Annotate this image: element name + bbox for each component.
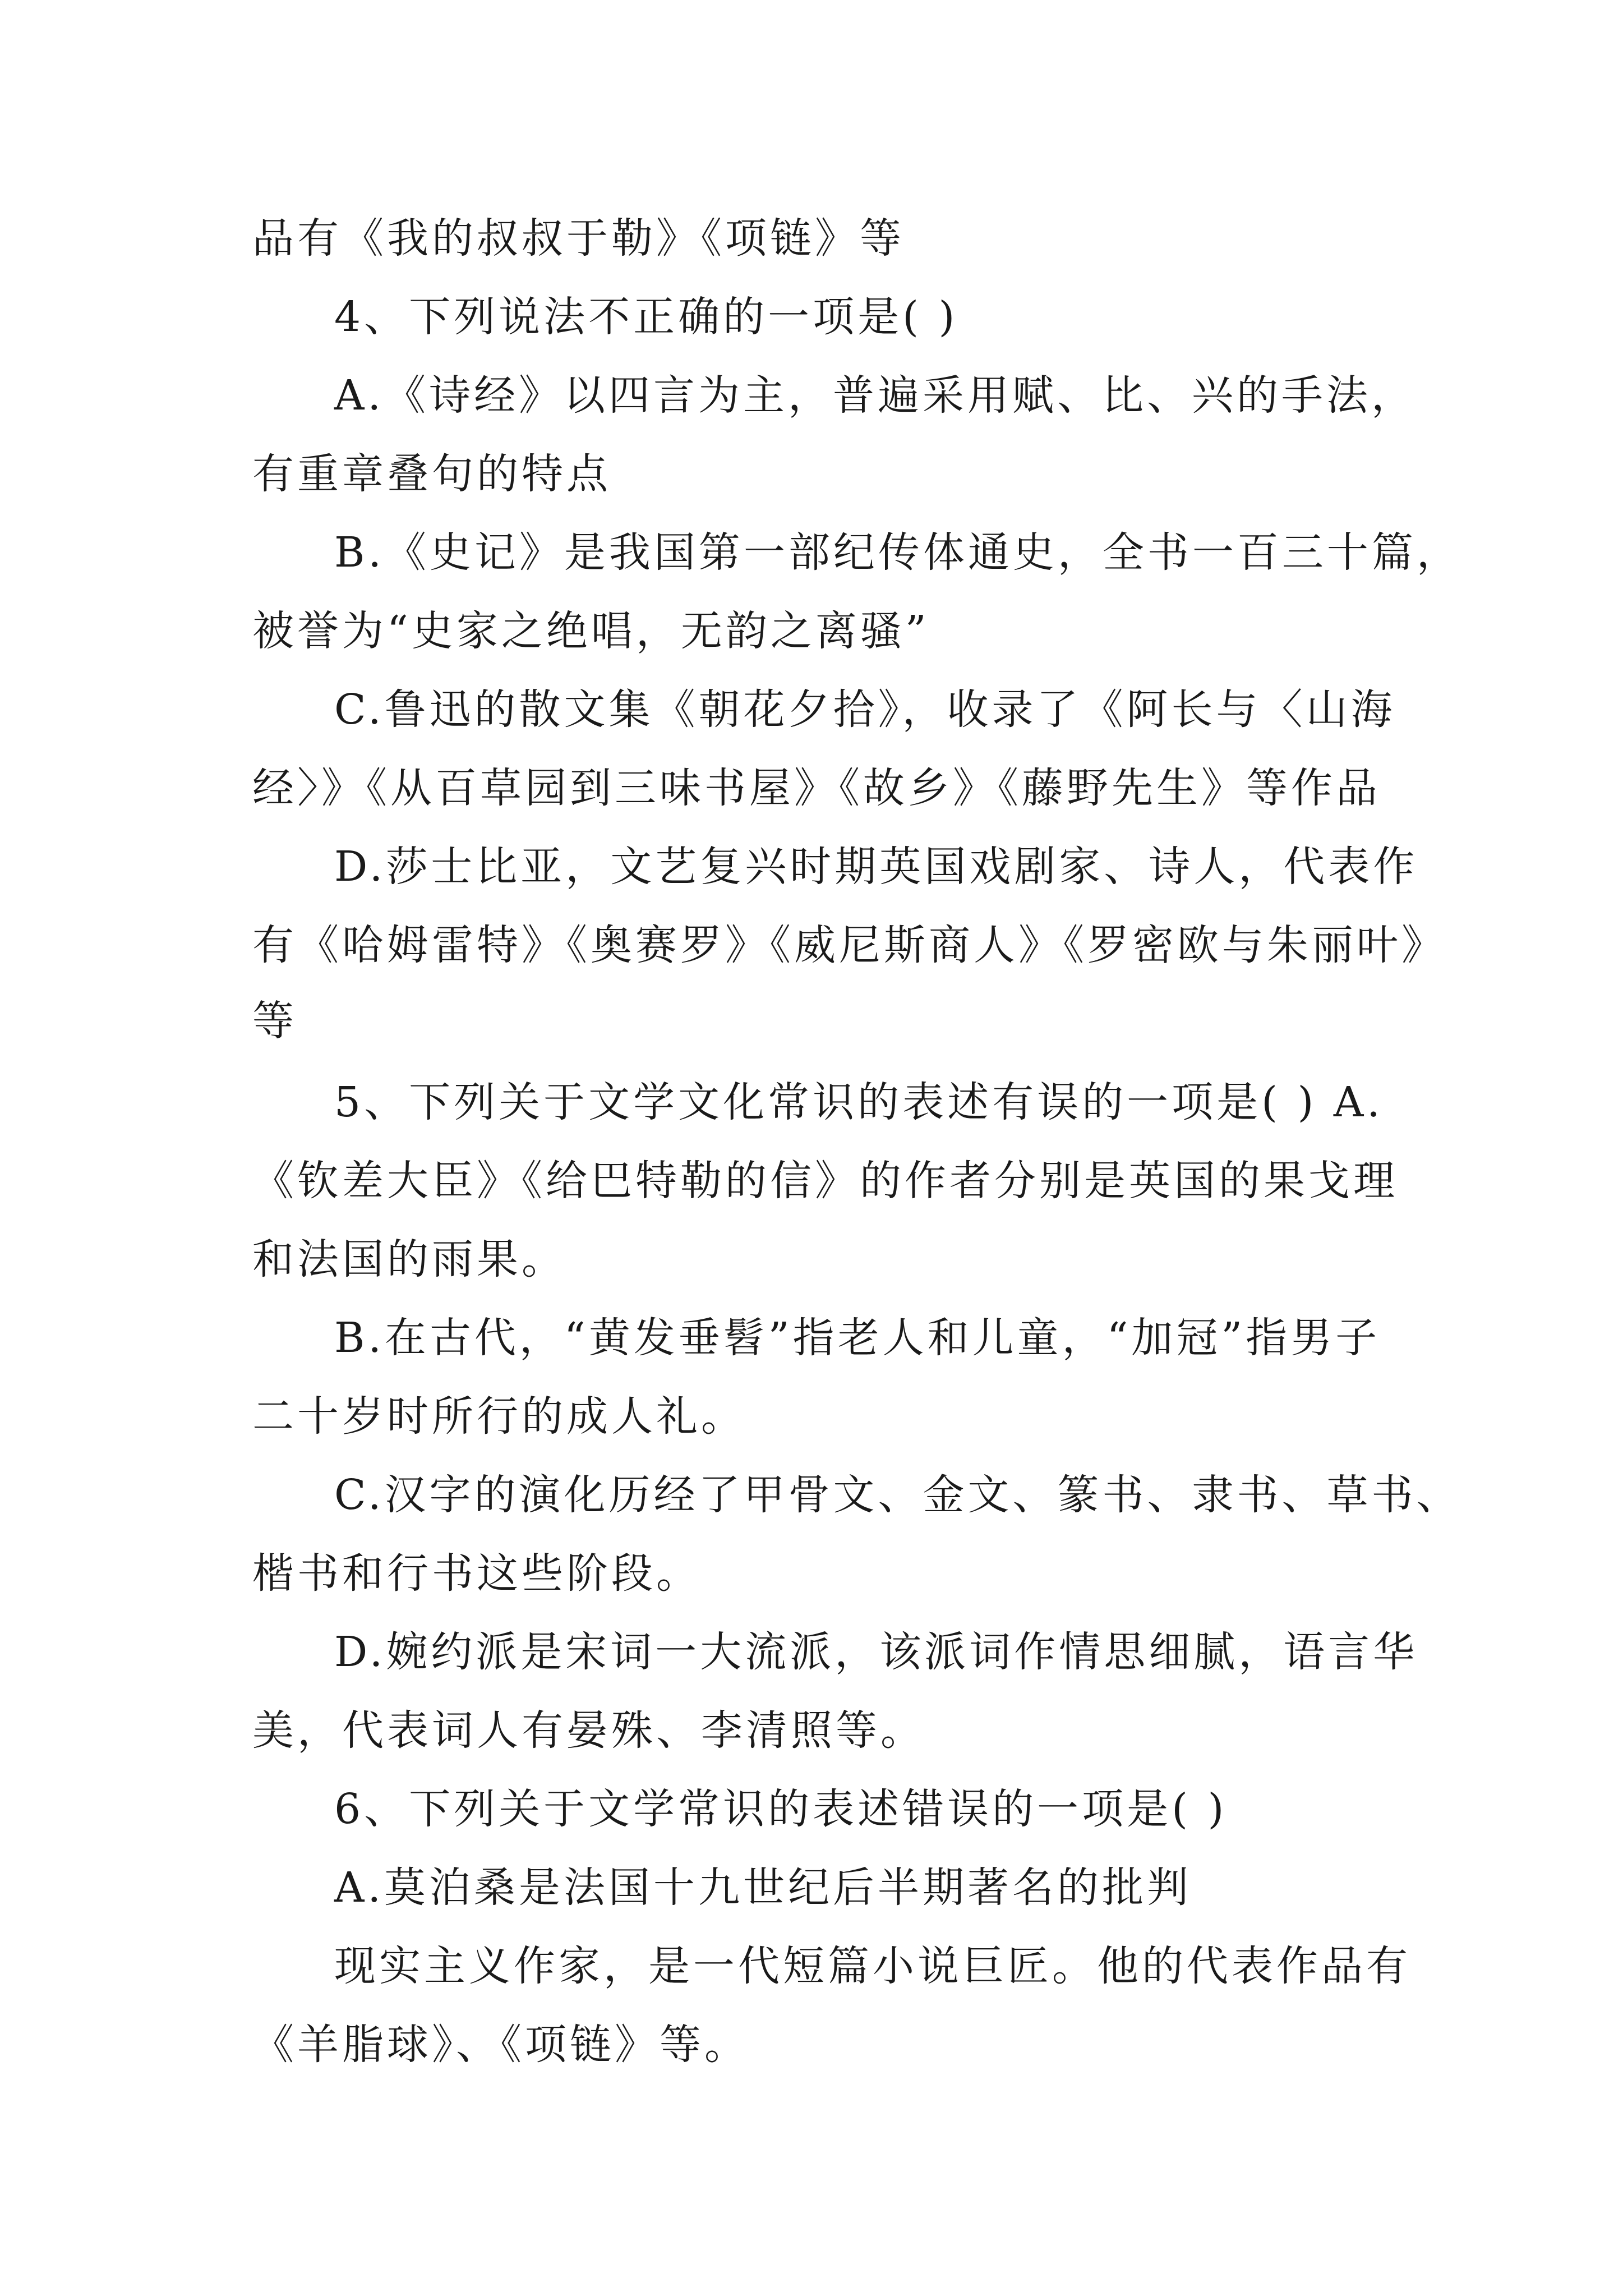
question-5-option-d: D.婉约派是宋词一大流派，该派词作情思细腻，语言华	[334, 1628, 1418, 1676]
question-5-option-b: B.在古代，“黄发垂髫”指老人和儿童，“加冠”指男子	[334, 1314, 1381, 1362]
text-line: 《羊脂球》、《项链》等。	[252, 2021, 749, 2069]
text-line: 经〉》《从百草园到三味书屋》《故乡》《藤野先生》等作品	[252, 764, 1381, 812]
text-line: 二十岁时所行的成人礼。	[252, 1392, 746, 1441]
text-line: 美，代表词人有晏殊、李清照等。	[252, 1706, 925, 1755]
question-4-stem: 4、下列说法不正确的一项是( )	[334, 293, 958, 341]
question-6-option-a: A.莫泊桑是法国十九世纪后半期著名的批判	[334, 1864, 1192, 1912]
text-line: 《钦差大臣》《给巴特勒的信》的作者分别是英国的果戈理	[252, 1157, 1398, 1205]
text-line: 楷书和行书这些阶段。	[252, 1549, 701, 1598]
text-line: 和法国的雨果。	[252, 1235, 566, 1283]
question-4-option-a: A.《诗经》以四言为主，普遍采用赋、比、兴的手法，	[334, 371, 1416, 420]
text-line: 现实主义作家，是一代短篇小说巨匠。他的代表作品有	[334, 1942, 1411, 1990]
question-4-option-b: B.《史记》是我国第一部纪传体通史，全书一百三十篇，	[334, 528, 1461, 577]
question-4-option-d: D.莎士比亚，文艺复兴时期英国戏剧家、诗人，代表作	[334, 843, 1418, 891]
question-4-option-c: C.鲁迅的散文集《朝花夕拾》，收录了《阿长与〈山海	[334, 685, 1396, 734]
question-5-option-c: C.汉字的演化历经了甲骨文、金文、篆书、隶书、草书、	[334, 1471, 1461, 1519]
text-line: 有《哈姆雷特》《奥赛罗》《威尼斯商人》《罗密欧与朱丽叶》	[252, 921, 1446, 969]
question-6-stem: 6、下列关于文学常识的表述错误的一项是( )	[334, 1785, 1228, 1833]
text-line: 被誉为“史家之绝唱，无韵之离骚”	[252, 607, 930, 655]
text-line: 有重章叠句的特点	[252, 450, 611, 498]
text-line: 等	[252, 997, 297, 1045]
question-5-stem: 5、下列关于文学文化常识的表述有误的一项是( ) A.	[334, 1078, 1384, 1126]
text-line: 品有《我的叔叔于勒》《项链》等	[252, 214, 905, 263]
